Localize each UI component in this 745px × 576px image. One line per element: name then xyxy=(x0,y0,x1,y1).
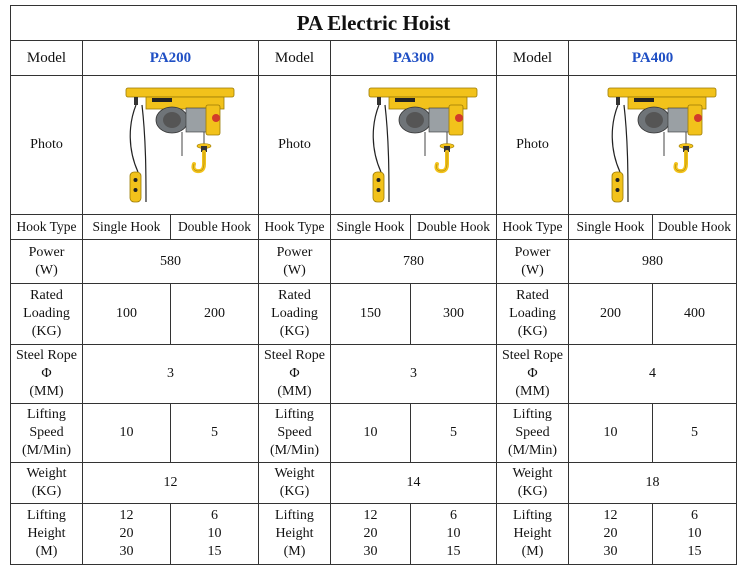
power-label: Power (W) xyxy=(11,240,83,284)
speed-single-value: 10 xyxy=(569,404,653,463)
power-label: Power (W) xyxy=(497,240,569,284)
lifting-height-label: Lifting Height (M) xyxy=(11,504,83,565)
rated-loading-row xyxy=(11,284,737,345)
model-label: Model xyxy=(497,41,569,76)
hoist-image-icon xyxy=(349,80,479,210)
lifting-speed-label: Lifting Speed (M/Min) xyxy=(259,404,331,463)
rope-value: 3 xyxy=(83,345,259,404)
load-double-value: 300 xyxy=(411,284,497,345)
hoist-photo xyxy=(569,76,737,215)
weight-row xyxy=(11,463,737,504)
model-row xyxy=(11,41,737,76)
height-double-values: 6 10 15 xyxy=(171,504,259,565)
height-single-values: 12 20 30 xyxy=(83,504,171,565)
load-single-value: 200 xyxy=(569,284,653,345)
weight-value: 12 xyxy=(83,463,259,504)
speed-double-value: 5 xyxy=(411,404,497,463)
lifting-speed-label: Lifting Speed (M/Min) xyxy=(497,404,569,463)
hook-type-row xyxy=(11,215,737,240)
photo-label: Photo xyxy=(11,76,83,215)
weight-label: Weight (KG) xyxy=(11,463,83,504)
model-pa400: PA400 xyxy=(569,41,737,76)
weight-label: Weight (KG) xyxy=(259,463,331,504)
photo-label: Photo xyxy=(497,76,569,215)
single-hook-label: Single Hook xyxy=(331,215,411,240)
power-row xyxy=(11,240,737,284)
lifting-height-label: Lifting Height (M) xyxy=(497,504,569,565)
lifting-height-row xyxy=(11,504,737,565)
lifting-height-label: Lifting Height (M) xyxy=(259,504,331,565)
speed-single-value: 10 xyxy=(83,404,171,463)
rated-loading-label: Rated Loading (KG) xyxy=(11,284,83,345)
double-hook-label: Double Hook xyxy=(653,215,737,240)
hook-type-label: Hook Type xyxy=(497,215,569,240)
hook-type-label: Hook Type xyxy=(259,215,331,240)
spec-table-wrapper xyxy=(10,5,736,565)
model-label: Model xyxy=(259,41,331,76)
load-single-value: 100 xyxy=(83,284,171,345)
height-double-values: 6 10 15 xyxy=(411,504,497,565)
speed-double-value: 5 xyxy=(171,404,259,463)
weight-value: 18 xyxy=(569,463,737,504)
speed-single-value: 10 xyxy=(331,404,411,463)
rope-value: 3 xyxy=(331,345,497,404)
speed-double-value: 5 xyxy=(653,404,737,463)
height-single-values: 12 20 30 xyxy=(569,504,653,565)
steel-rope-label: Steel Rope Φ (MM) xyxy=(497,345,569,404)
load-single-value: 150 xyxy=(331,284,411,345)
steel-rope-label: Steel Rope Φ (MM) xyxy=(259,345,331,404)
model-pa200: PA200 xyxy=(83,41,259,76)
weight-label: Weight (KG) xyxy=(497,463,569,504)
load-double-value: 400 xyxy=(653,284,737,345)
double-hook-label: Double Hook xyxy=(171,215,259,240)
load-double-value: 200 xyxy=(171,284,259,345)
model-pa300: PA300 xyxy=(331,41,497,76)
hook-type-label: Hook Type xyxy=(11,215,83,240)
power-value: 580 xyxy=(83,240,259,284)
lifting-speed-label: Lifting Speed (M/Min) xyxy=(11,404,83,463)
photo-row xyxy=(11,76,737,215)
height-single-values: 12 20 30 xyxy=(331,504,411,565)
steel-rope-label: Steel Rope Φ (MM) xyxy=(11,345,83,404)
power-value: 980 xyxy=(569,240,737,284)
model-label: Model xyxy=(11,41,83,76)
single-hook-label: Single Hook xyxy=(569,215,653,240)
hoist-image-icon xyxy=(588,80,718,210)
lifting-speed-row xyxy=(11,404,737,463)
double-hook-label: Double Hook xyxy=(411,215,497,240)
steel-rope-row xyxy=(11,345,737,404)
photo-label: Photo xyxy=(259,76,331,215)
power-label: Power (W) xyxy=(259,240,331,284)
hoist-photo xyxy=(83,76,259,215)
rope-value: 4 xyxy=(569,345,737,404)
hoist-image-icon xyxy=(106,80,236,210)
table-title: PA Electric Hoist xyxy=(11,6,737,41)
rated-loading-label: Rated Loading (KG) xyxy=(259,284,331,345)
rated-loading-label: Rated Loading (KG) xyxy=(497,284,569,345)
hoist-photo xyxy=(331,76,497,215)
weight-value: 14 xyxy=(331,463,497,504)
power-value: 780 xyxy=(331,240,497,284)
spec-table xyxy=(10,5,737,565)
height-double-values: 6 10 15 xyxy=(653,504,737,565)
single-hook-label: Single Hook xyxy=(83,215,171,240)
